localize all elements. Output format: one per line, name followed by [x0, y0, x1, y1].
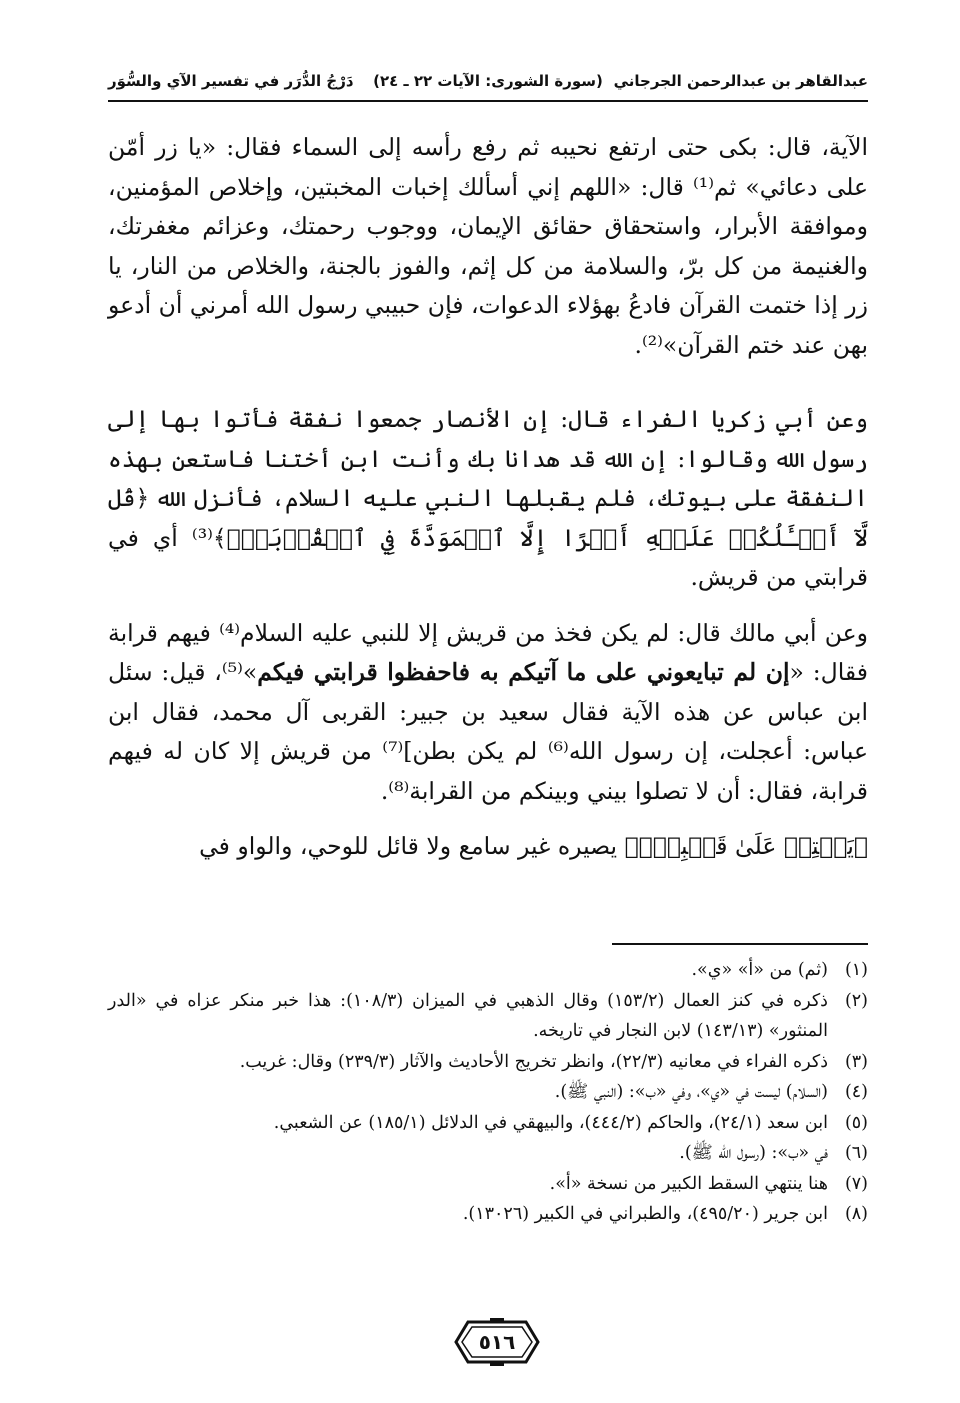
paragraph-3-text-a: وعن أبي مالك قال: لم يكن فخذ من قريش إلا للنبي عليه السلام⁽⁴⁾ فيهم قرابة فقال: « — [108, 618, 868, 686]
footnote-item — [108, 1199, 868, 1230]
footnote-text: هنا ينتهي السقط الكبير من نسخة «أ». — [549, 1173, 828, 1194]
footnote-number: (٣) — [844, 1051, 868, 1072]
hadith-quote: إن لم تبايعوني على ما آتيكم به فاحفظوا قرابتي فيكم — [257, 658, 790, 686]
paragraph-1: الآية، قال: بكى حتى ارتفع نحيبه ثم رفع رأسه إلى السماء فقال: «يا زر أمّن على دعائي» ثم⁽¹⁾ قال: «اللهم إني أسألك إخبات المخبتين، وإخلاص المؤمنين، وموافقة الأبرار، واستحقاق حقائق الإيمان، ووجوب رحمتك، وعزائم مغفرتك، والغنيمة من كل برّ، والسلامة من كل إثم، والفوز بالجنة، والخلاص من النار، يا زر إذا ختمت القرآن فادعُ بهؤلاء الدعوات، فإن حبيبي رسول الله أمرني أن أدعو بهن عند ختم القرآن»⁽²⁾. — [108, 133, 869, 359]
footnote-number: (٢) — [844, 990, 868, 1011]
footnote-text: في «ب»: (رسول الله ﷺ). — [679, 1143, 828, 1163]
running-header — [108, 68, 868, 98]
footnote-text: ذكره الفراء في معانيه (٢٢/٣)، وانظر تخريج الأحاديث والآثار (٢٣٩/٣) وقال: غريب. — [239, 1051, 828, 1072]
footnote-text: (ثم) من «أ» «ي». — [691, 960, 828, 980]
footnote-number: (١) — [844, 960, 868, 980]
paragraph-2 — [108, 400, 868, 598]
footnote-text: (السلام) ليست في «ي»، وفي «ب»: (النبي ﷺ). — [554, 1082, 828, 1102]
footnote-number: (٥) — [844, 1112, 868, 1133]
quran-verse: ﴿قُل لَّآ أَسۡـَٔلُكُمۡ عَلَيۡهِ أَجۡرًا إِلَّا ٱلۡمَوَدَّةَ فِي ٱلۡقُرۡبَىٰۗ﴾ — [108, 484, 868, 552]
footnote-divider — [612, 943, 868, 945]
paragraph-4-text: يصيره غير سامع ولا قائل للوحي، والواو في — [199, 832, 625, 860]
footnote-item — [108, 986, 868, 1047]
page-number: ٥١٦ — [478, 1330, 516, 1354]
header-author: عبدالقاهر بن عبدالرحمن الجرجاني — [613, 72, 868, 90]
header-book-title: دَرْجُ الدُّرَر في تفسير الآي والسُّوَر — [108, 72, 354, 90]
footnotes — [108, 955, 868, 1230]
main-text — [108, 128, 868, 867]
footnote-item — [108, 1108, 868, 1139]
page-number-block — [452, 1318, 542, 1366]
quran-verse-2: ﴿يَخۡتِمۡ عَلَىٰ قَلۡبِكَۗ﴾ — [624, 832, 868, 860]
header-divider — [108, 100, 868, 102]
footnote-item — [108, 1138, 868, 1169]
footnote-item — [108, 1047, 868, 1078]
footnote-number: (٧) — [844, 1173, 868, 1194]
paragraph-2-text-a: وعن أبي زكريا الفراء قال: إن الأنصار جمعوا نفقة فأتوا بها إلى رسول الله وقالوا: إن الله قد هدانا بك وأنت ابن أختنا فاستعن بهذه النفقة على بيوتك، فلم يقبلها النبي عليه السلام، فأنزل الله — [108, 405, 868, 512]
footnote-item — [108, 1077, 868, 1108]
footnote-item — [108, 1169, 868, 1200]
footnote-number: (٦) — [844, 1143, 868, 1163]
header-surah: (سورة الشورى: الآيات ٢٢ ـ ٢٤) — [373, 72, 603, 90]
paragraph-3-text-b: »⁽⁵⁾، قيل: سئل ابن عباس عن هذه الآية فقال سعيد بن جبير: القربى آل محمد، فقال ابن عباس: أعجلت، إن رسول الله⁽⁶⁾ لم يكن بطن]⁽⁷⁾ من قريش إلا كان له فيهم قرابة، فقال: أن لا تصلوا بيني وبينكم من القرابة⁽⁸⁾. — [108, 658, 868, 805]
footnote-item — [108, 955, 868, 986]
paragraph-4 — [108, 827, 868, 867]
footnote-number: (٤) — [844, 1082, 868, 1102]
paragraph-2-text-b: ⁽³⁾ أي في قرابتي من قريش. — [108, 523, 868, 591]
footnote-text: ذكره في كنز العمال (١٥٣/٢) وقال الذهبي في الميزان (١٠٨/٣): هذا خبر منكر عزاه في «الدر المنثور» (١٤٣/١٣) لابن النجار في تاريخه. — [108, 990, 828, 1041]
paragraph-3 — [108, 614, 868, 812]
footnote-text: ابن سعد (٢٤/١)، والحاكم (٤٤٤/٢)، والبيهقي في الدلائل (١٨٥/١) عن الشعبي. — [273, 1112, 828, 1133]
footnote-number: (٨) — [844, 1204, 868, 1224]
footnote-text: ابن جرير (٤٩٥/٢٠)، والطبراني في الكبير (١٣٠٢٦). — [462, 1204, 828, 1224]
